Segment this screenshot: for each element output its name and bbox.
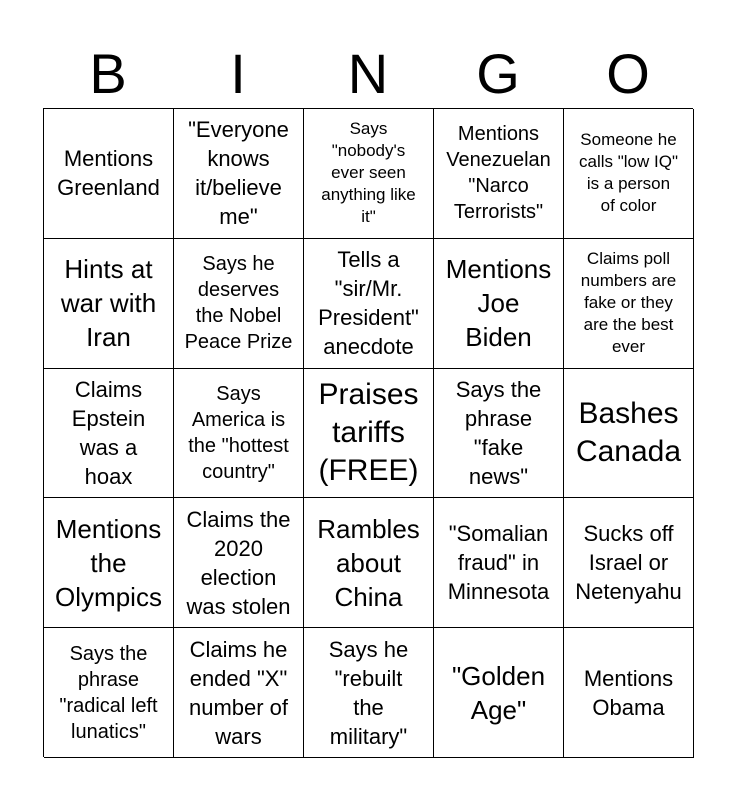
cell-text: Tells a "sir/Mr. President" anecdote [318, 247, 419, 360]
cell-text: Says America is the "hottest country" [188, 382, 289, 483]
bingo-cell free-space [304, 369, 434, 499]
bingo-cell [44, 239, 174, 369]
bingo-cell [44, 109, 174, 239]
header-letter-i: I [230, 42, 246, 105]
cell-text: Someone he calls "low IQ" is a person of color [579, 130, 678, 216]
bingo-board [43, 108, 693, 757]
cell-text: Says "nobody's ever seen anything like it" [321, 119, 416, 227]
bingo-cell [174, 109, 304, 239]
cell-text: Rambles about China [317, 513, 420, 612]
cell-text: Says he deserves the Nobel Peace Prize [184, 253, 293, 354]
header-letter-b: B [89, 42, 127, 105]
bingo-cell [174, 369, 304, 499]
bingo-cell [44, 628, 174, 758]
bingo-cell [304, 239, 434, 369]
cell-text: "Somalian fraud" in Minnesota [447, 521, 550, 605]
header-letter-n: N [347, 42, 389, 105]
bingo-cell [564, 498, 694, 628]
bingo-cell [434, 498, 564, 628]
header-letter-g: G [476, 42, 520, 105]
bingo-cell [564, 109, 694, 239]
bingo-cell [564, 369, 694, 499]
bingo-cell [174, 628, 304, 758]
bingo-cell [564, 628, 694, 758]
cell-text: Bashes Canada [575, 396, 682, 468]
bingo-cell [564, 239, 694, 369]
cell-text: Says the phrase "fake news" [455, 376, 542, 489]
cell-text: Mentions Venezuelan "Narco Terrorists" [446, 123, 551, 224]
bingo-cell [434, 109, 564, 239]
bingo-cell [304, 628, 434, 758]
cell-text: Hints at war with Iran [60, 254, 157, 353]
bingo-cell [434, 239, 564, 369]
cell-text: Says he "rebuilt the military" [328, 636, 409, 749]
cell-text: "Golden Age" [451, 660, 546, 725]
cell-text: Claims he ended "X" number of wars [188, 636, 289, 749]
cell-text: Mentions Greenland [57, 146, 160, 201]
bingo-cell [434, 628, 564, 758]
bingo-cell [174, 239, 304, 369]
bingo-cell [44, 498, 174, 628]
bingo-cell [44, 369, 174, 499]
cell-text: Claims Epstein was a hoax [71, 376, 146, 489]
bingo-cell [304, 109, 434, 239]
cell-text: Mentions Obama [583, 665, 674, 720]
bingo-cell [434, 369, 564, 499]
bingo-header [43, 40, 693, 108]
cell-text: Claims poll numbers are fake or they are the best ever [580, 249, 677, 357]
cell-text: Sucks off Israel or Netenyahu [575, 521, 682, 605]
cell-text: Mentions Joe Biden [445, 254, 552, 353]
cell-text: Praises tariffs (FREE) [318, 377, 419, 487]
cell-text: Claims the 2020 election was stolen [186, 506, 291, 619]
bingo-cell [174, 498, 304, 628]
cell-text: Mentions the Olympics [55, 513, 162, 612]
cell-text: Says the phrase "radical left lunatics" [59, 642, 158, 743]
cell-text: "Everyone knows it/believe me" [188, 117, 289, 230]
bingo-cell [304, 498, 434, 628]
header-letter-o: O [606, 42, 650, 105]
